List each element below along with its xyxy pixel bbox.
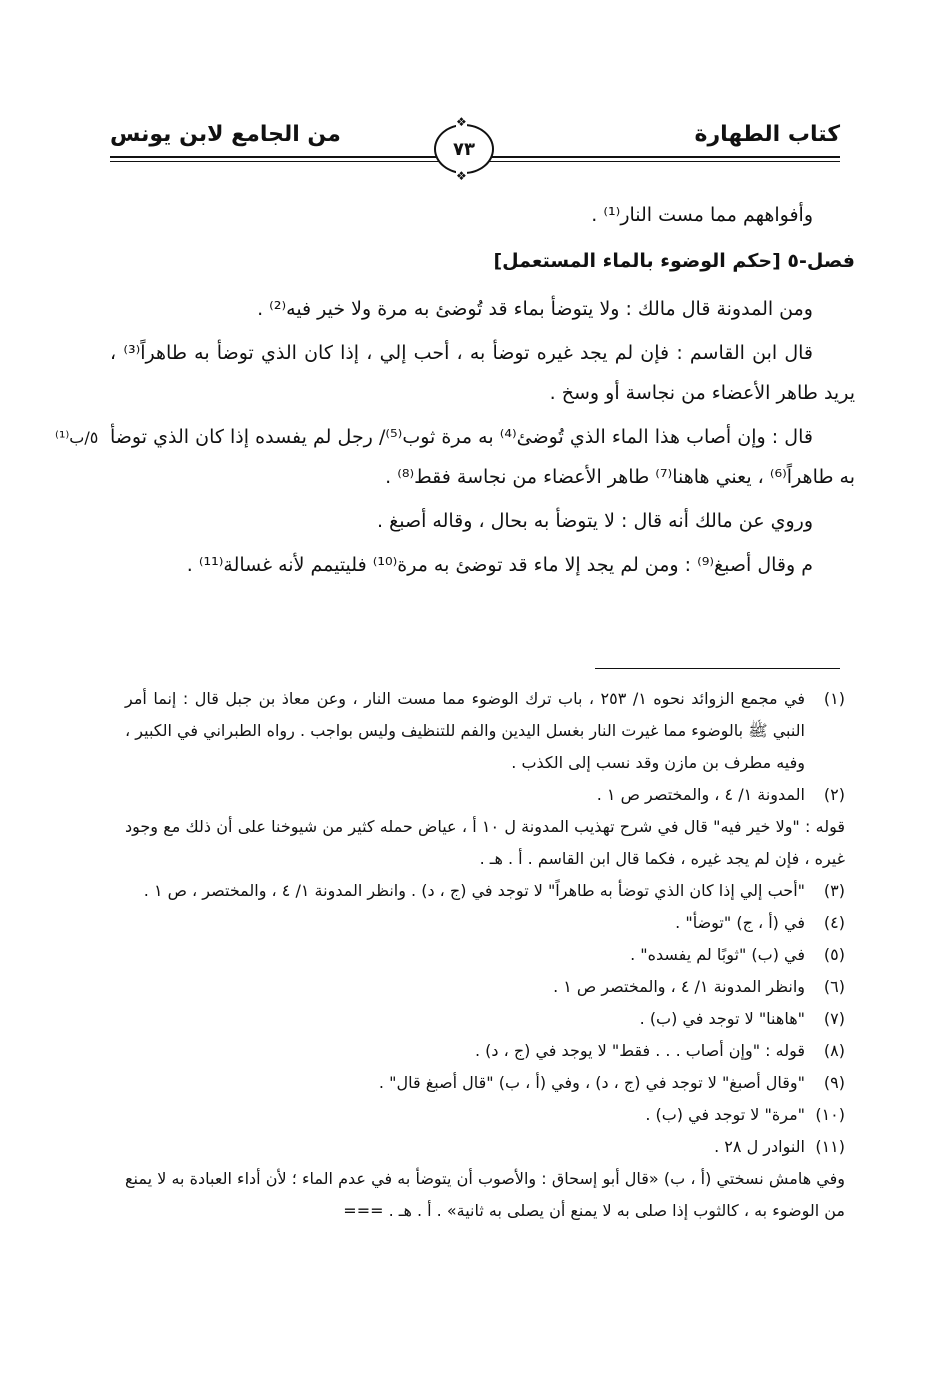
section-heading: فصل-٥ [حكم الوضوء بالماء المستعمل] (493, 250, 855, 272)
paragraph: قال : وإن أصاب هذا الماء الذي تُوضئ⁽⁴⁾ به مرة ثوب⁽⁵⁾/ رجل لم يفسده إذا كان الذي توضأ به طاهراً⁽⁶⁾ ، يعني هاهنا⁽⁷⁾ طاهر الأعضاء من نجاسة فقط⁽⁸⁾ . (110, 426, 855, 488)
footnote (125, 683, 845, 779)
book-title: من الجامع لابن يونس (110, 122, 341, 147)
footnote (125, 1003, 845, 1035)
footnote-number: (٥) (823, 945, 845, 964)
footnote (125, 971, 845, 1003)
footnote (125, 1099, 845, 1131)
footnote-number: (٣) (823, 881, 845, 900)
footnote-separator (595, 668, 840, 669)
footnote-text: المدونة ١/ ٤ ، والمختصر ص ١ . (596, 785, 805, 804)
footnote-number: (٦) (823, 977, 845, 996)
footnote (125, 1035, 845, 1067)
footnote-text: "أحب إلي إذا كان الذي توضأ به طاهراً" لا توجد في (ج ، د) . وانظر المدونة ١/ ٤ ، والمختصر ، ص ١ . (143, 881, 805, 900)
footnote-number: (١١) (815, 1137, 845, 1156)
footnote-continuation: قوله : "ولا خير فيه" قال في شرح تهذيب المدونة ل ١٠ أ ، عياض حمله كثير من شيوخنا على أن ذلك مع وجود غيره ، فإن لم يجد غيره ، فكما قال ابن القاسم . أ . هـ . (125, 817, 846, 868)
footnote-continuation: وفي هامش نسختي (أ ، ب) «قال أبو إسحاق : والأصوب أن يتوضأ به في عدم الماء ؛ لأن أداء العبادة به لا يمنع من الوضوء به ، كالثوب إذا صلى به لا يمنع أن يصلى به ثانية» . أ . هـ . === (125, 1169, 845, 1220)
footnote-text: "هاهنا" لا توجد في (ب) . (639, 1009, 805, 1028)
footnote-text: وانظر المدونة ١/ ٤ ، والمختصر ص ١ . (553, 977, 805, 996)
footnote-number: (٢) (823, 785, 845, 804)
paragraph: وأفواههم مما مست النار⁽¹⁾ . (591, 204, 813, 226)
footnote-number: (٨) (823, 1041, 845, 1060)
footnote-number: (٧) (823, 1009, 845, 1028)
footnote-number: (٩) (823, 1073, 845, 1092)
footnote-text: "مرة" لا توجد في (ب) . (645, 1105, 805, 1124)
page-number: ❖ ٧٣ ❖ (434, 124, 494, 174)
footnotes (125, 683, 845, 1227)
manuscript-folio-marker: ٥/ب⁽¹⁾ (55, 428, 99, 447)
footnote (125, 875, 845, 907)
main-text (110, 195, 855, 589)
paragraph: قال ابن القاسم : فإن لم يجد غيره توضأ به ، أحب إلي ، إذا كان الذي توضأ به طاهراً⁽³⁾ ، يريد طاهر الأعضاء من نجاسة أو وسخ . (110, 342, 855, 404)
footnote (125, 1067, 845, 1099)
footnote-number: (١٠) (815, 1105, 845, 1124)
footnote-number: (١) (823, 689, 845, 708)
footnote-text: النوادر ل ٢٨ . (714, 1137, 805, 1156)
footnote (125, 939, 845, 971)
footnote-text: "وقال أصبغ" لا توجد في (ج ، د) ، وفي (أ ، ب) "قال أصبغ قال" . (378, 1073, 805, 1092)
footnote-text: في (ب) "ثوبًا لم يفسده" . (630, 945, 805, 964)
footnote-text: في مجمع الزوائد نحوه ١/ ٢٥٣ ، باب ترك الوضوء مما مست النار ، وعن معاذ بن جبل قال : إنما أمر النبي ﷺ بالوضوء مما غيرت النار بغسل اليدين والفم للتنظيف وليس بواجب . رواه الطبراني في الكبير ، وفيه مطرف بن مازن وقد نسب إلى الكذب . (125, 689, 806, 772)
footnote (125, 1131, 845, 1163)
footnote (125, 779, 845, 811)
paragraph: ومن المدونة قال مالك : ولا يتوضأ بماء قد تُوضئ به مرة ولا خير فيه⁽²⁾ . (257, 298, 813, 320)
running-header (110, 118, 840, 178)
footnote-number: (٤) (823, 913, 845, 932)
paragraph: م وقال أصبغ⁽⁹⁾ : ومن لم يجد إلا ماء قد توضئ به مرة⁽¹⁰⁾ فليتيمم لأنه غسالة⁽¹¹⁾ . (186, 554, 813, 576)
footnote (125, 907, 845, 939)
book-section-title: كتاب الطهارة (694, 122, 840, 147)
footnote-text: في (أ ، ج) "توضأ" . (675, 913, 805, 932)
paragraph: وروي عن مالك أنه قال : لا يتوضأ به بحال ، وقاله أصبغ . (377, 510, 813, 532)
footnote-text: قوله : "وإن أصاب . . . فقط" لا يوجد في (ج ، د) . (474, 1041, 805, 1060)
